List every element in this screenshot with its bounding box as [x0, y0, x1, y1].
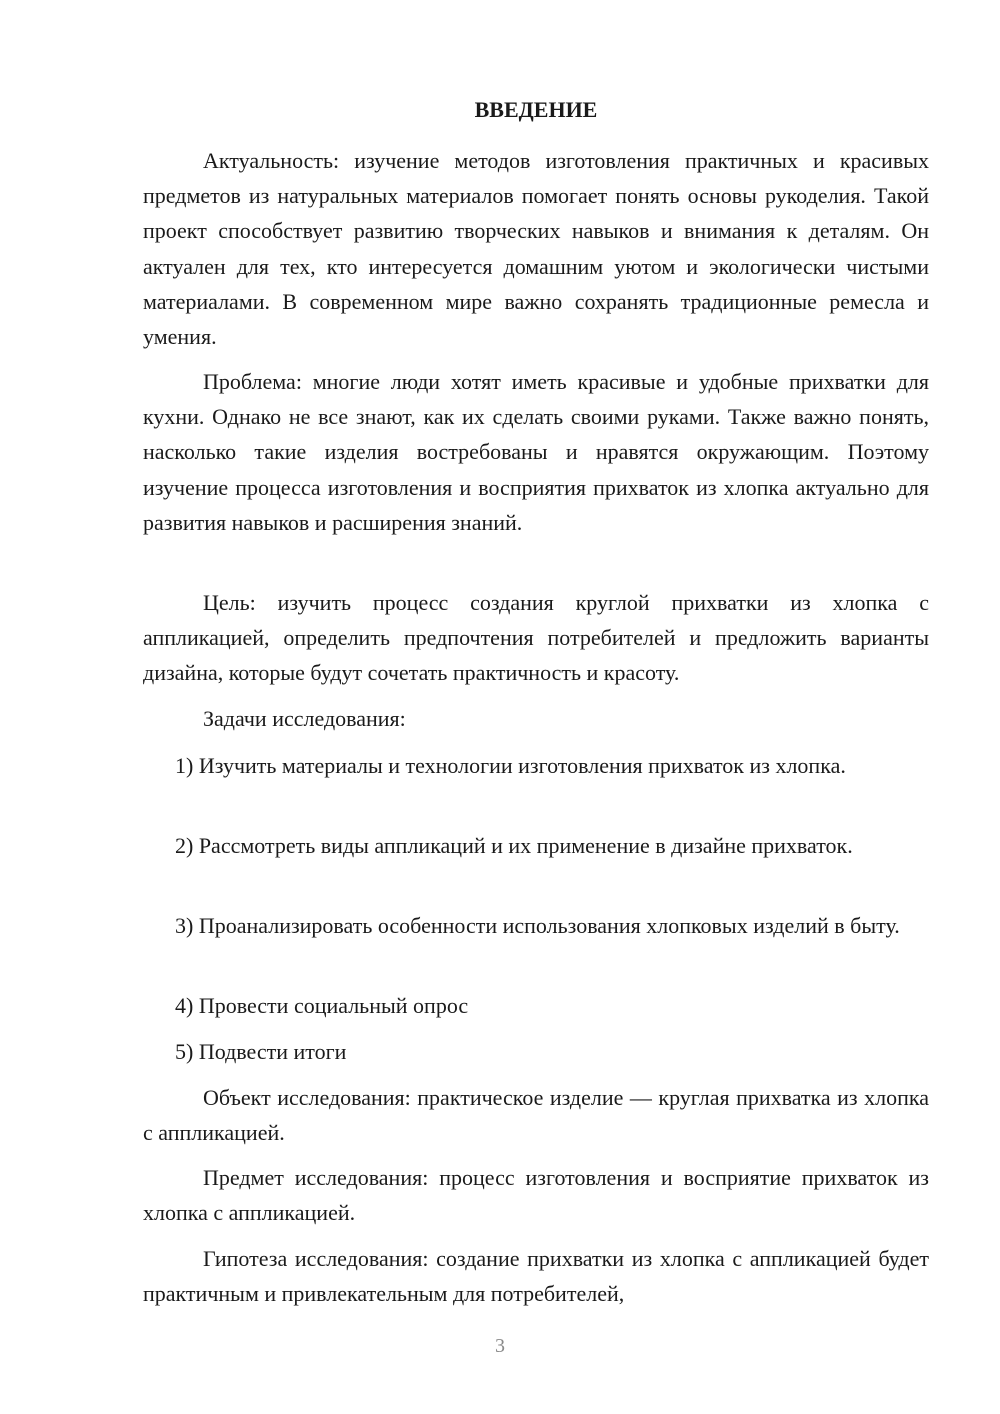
task-item-1: 1) Изучить материалы и технологии изготовления прихваток из хлопка. — [175, 753, 846, 778]
task-item-4: 4) Провести социальный опрос — [175, 993, 469, 1018]
problem-paragraph: Проблема: многие люди хотят иметь красивые и удобные прихватки для кухни. Однако не все знают, как их сделать своими руками. Также важно понять, насколько такие изделия востребованы и нравятся окружающим. Поэтому изучение процесса изготовления и восприятия прихваток из хлопка актуально для развития навыков и расширения знаний. — [143, 369, 929, 535]
tasks-title: Задачи исследования: — [203, 706, 406, 731]
page-number: 3 — [495, 1335, 505, 1357]
task-item-3: 3) Проанализировать особенности использования хлопковых изделий в быту. — [175, 913, 900, 938]
subject-paragraph: Предмет исследования: процесс изготовления и восприятие прихваток из хлопка с аппликацией. — [143, 1165, 929, 1226]
goal-paragraph: Цель: изучить процесс создания круглой прихватки из хлопка с аппликацией, определить предпочтения потребителей и предложить варианты дизайна, которые будут сочетать практичность и красоту. — [143, 590, 929, 686]
object-paragraph: Объект исследования: практическое изделие — круглая прихватка из хлопка с аппликацией. — [143, 1085, 929, 1146]
section-heading: ВВЕДЕНИЕ — [474, 97, 598, 122]
hypothesis-paragraph: Гипотеза исследования: создание прихватки из хлопка с аппликацией будет практичным и привлекательным для потребителей, — [143, 1246, 929, 1307]
task-item-5: 5) Подвести итоги — [175, 1039, 347, 1064]
task-item-2: 2) Рассмотреть виды аппликаций и их применение в дизайне прихваток. — [175, 833, 853, 858]
relevance-paragraph: Актуальность: изучение методов изготовления практичных и красивых предметов из натуральных материалов помогает понять основы рукоделия. Такой проект способствует развитию творческих навыков и внимания к деталям. Он актуален для тех, кто интересуется домашним уютом и экологически чистыми материалами. В современном мире важно сохранять традиционные ремесла и умения. — [143, 148, 929, 350]
